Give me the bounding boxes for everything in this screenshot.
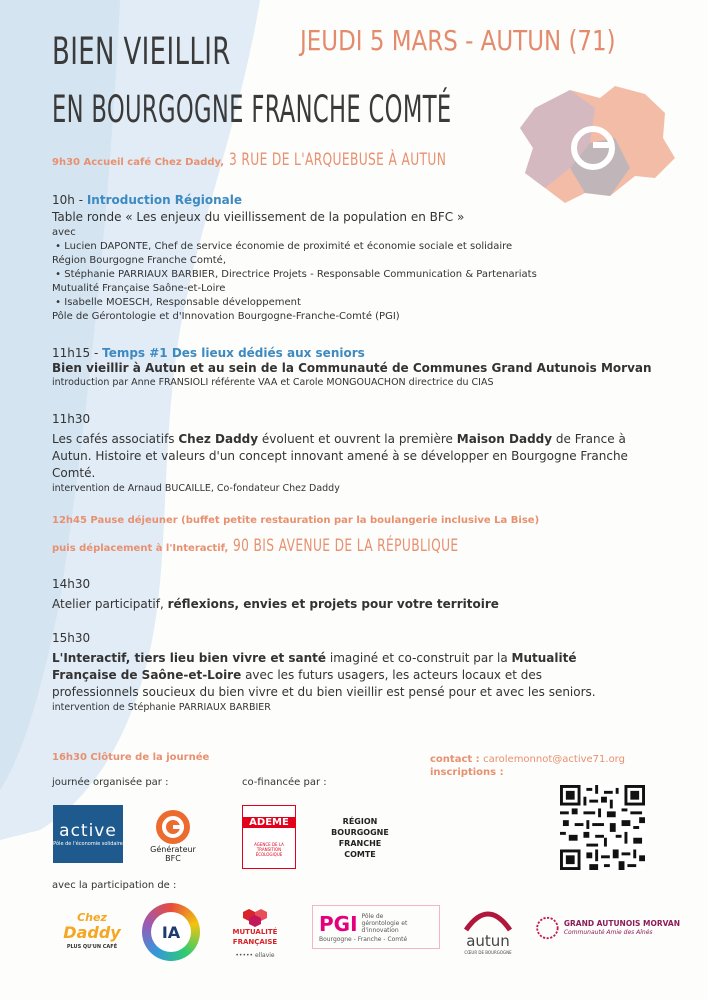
mutualite-sub: ••••• ellavie (235, 952, 275, 959)
slot-1430-text (52, 597, 652, 612)
contact-label: contact (430, 754, 473, 765)
pgi-logo (312, 905, 440, 949)
title-line2: EN BOURGOGNE FRANCHE COMTÉ (52, 88, 452, 131)
ia-text: IA (161, 922, 181, 942)
interactif-bold: L'Interactif, tiers lieu bien vivre et santé (52, 651, 327, 665)
slot-1130-p3: de France à Autun. Histoire et valeurs d'un concept innovant amené à se développer en Bourgogne Franche Comté. (52, 432, 628, 480)
region-l4: COMTE (344, 850, 376, 859)
lunch-move-label: puis déplacement à l'Interactif, (52, 543, 229, 554)
mutualite-francaise-logo (222, 905, 288, 965)
event-date: JEUDI 5 MARS - AUTUN (71) (300, 24, 616, 57)
gam-dotted-circle-icon (535, 911, 560, 945)
contact-line (430, 754, 625, 765)
slot-1430 (52, 577, 652, 612)
intro-section (52, 193, 672, 324)
autun-logo (458, 900, 518, 960)
welcome-line (52, 150, 531, 170)
speaker-role: , Directrice Projets - Responsable Communication & Partenariats (214, 269, 537, 280)
speaker-item: • Stéphanie PARRIAUX BARBIER, Directrice Projets - Responsable Communication & Partenariats (52, 269, 537, 280)
slot-1130-time: 11h30 (52, 412, 91, 426)
mutualite-l2: FRANÇAISE (232, 938, 278, 946)
gam-text (564, 919, 680, 937)
autun-arc-icon (463, 906, 513, 932)
cofinanced-by-label: co-financée par : (242, 777, 327, 788)
temps1-section (52, 346, 682, 390)
mutualite-l1: MUTUALITÉ (232, 928, 278, 936)
slot-1430-time: 14h30 (52, 577, 91, 591)
active-logo-name: active (59, 821, 117, 841)
maison-daddy-bold: Maison Daddy (456, 432, 553, 446)
temps1-subtitle: Bien vieillir à Autun et au sein de la Communauté de Communes Grand Autunois Morvan (52, 361, 652, 375)
slot-1130-p2: évoluent et ouvrent la première (258, 432, 457, 446)
contact-email-link[interactable]: carolemonnot@active71.org (483, 754, 625, 765)
mutualite-bold: Mutualité Française de Saône-et-Loire (52, 651, 577, 682)
speaker-name: Isabelle MOESCH (64, 297, 150, 308)
ademe-logo (242, 805, 296, 869)
pgi-sub: Bourgogne - Franche - Comté (319, 935, 408, 943)
temps1-title: Temps #1 Des lieux dédiés aux seniors (102, 346, 365, 360)
lunch-line2 (52, 536, 547, 556)
closing-line: 16h30 Clôture de la journée (52, 752, 210, 763)
region-l1: RÉGION (342, 817, 378, 826)
ademe-sub: AGENCE DE LA TRANSITION ÉCOLOGIQUE (254, 842, 284, 857)
welcome-address: 3 RUE DE L'ARQUEBUSE À AUTUN (229, 150, 447, 170)
intro-heading (52, 193, 672, 208)
slot-1530-p2: avec les futurs usagers, les acteurs locaux et des professionnels soucieux du bien vivre et du bien vieillir est pensé pour et avec les seniors. (52, 668, 596, 699)
speaker-org: Région Bourgogne Franche Comté, (52, 255, 227, 266)
lunch-address: 90 BIS AVENUE DE LA RÉPUBLIQUE (233, 536, 459, 556)
chezdaddy-l1: Chez (77, 910, 107, 924)
temps1-time: 11h15 - (52, 346, 103, 360)
slot-1130-text (52, 431, 642, 482)
welcome-label: 9h30 Accueil café Chez Daddy, (52, 157, 225, 168)
slot-1530 (52, 631, 632, 715)
title-line1: BIEN VIEILLIR (52, 30, 231, 73)
autun-name: autun (466, 931, 510, 950)
slot-1130-p1: Les cafés associatifs (52, 432, 179, 446)
pgi-name: PGI (319, 911, 358, 936)
chezdaddy-sub: PLUS QU'UN CAFÉ (66, 943, 118, 950)
organised-by-label: journée organisée par : (52, 777, 169, 788)
speaker-role: , Responsable développement (149, 297, 301, 308)
participation-label: avec la participation de : (52, 880, 177, 891)
region-l2: BOURGOGNE (331, 828, 389, 837)
speaker-item: • Isabelle MOESCH, Responsable développement (52, 297, 301, 308)
temps1-heading (52, 346, 682, 361)
intro-time: 10h - (52, 193, 87, 207)
slot-1430-bold: réflexions, envies et projets pour votre territoire (167, 597, 499, 611)
chez-daddy-logo (56, 902, 128, 962)
roundtable-title: Table ronde « Les enjeux du vieillissement de la population en BFC » (52, 210, 465, 224)
pgi-top (319, 912, 422, 936)
mutualite-hexagon-icon (243, 909, 267, 927)
generateur-name: Générateur (150, 845, 196, 854)
speaker-name: Stéphanie PARRIAUX BARBIER (64, 269, 215, 280)
region-l3: FRANCHE (338, 839, 382, 848)
slot-1130 (52, 412, 642, 496)
chez-daddy-bold: Chez Daddy (178, 432, 259, 446)
gam-l1: GRAND AUTUNOIS MORVAN (563, 918, 680, 928)
ia-logo (142, 903, 200, 961)
grand-autunois-morvan-logo (535, 905, 680, 950)
gam-l2: Communauté Amie des Aînés (563, 928, 653, 936)
generateur-sub: BFC (165, 854, 181, 863)
slot-1530-text (52, 650, 632, 701)
generateur-g-icon (155, 809, 191, 845)
intro-title: Introduction Régionale (86, 193, 243, 207)
generateur-bfc-logo (148, 805, 198, 867)
speaker-org: Pôle de Gérontologie et d'Innovation Bourgogne-Franche-Comté (PGI) (52, 311, 400, 322)
avec-label: avec (52, 227, 76, 238)
lunch-line1: 12h45 Pause déjeuner (buffet petite restauration par la boulangerie inclusive La Bise) (52, 515, 540, 526)
slot-1430-p1: Atelier participatif, (52, 597, 168, 611)
region-bfc-logo (325, 808, 395, 868)
speaker-list (52, 240, 672, 324)
active-logo-sub: Pôle de l'économie solidaire (53, 841, 123, 847)
chezdaddy-l2: Daddy (63, 922, 121, 942)
slot-1530-p1: imaginé et co-construit par la (326, 651, 512, 665)
contact-separator: : (472, 754, 484, 765)
slot-1530-note: intervention de Stéphanie PARRIAUX BARBIER (52, 702, 271, 713)
speaker-item: • Lucien DAPONTE, Chef de service économie de proximité et économie sociale et solidaire (52, 241, 513, 252)
ia-logo-inner (151, 912, 191, 952)
temps1-note: introduction par Anne FRANSIOLI référente VAA et Carole MONGOUACHON directrice du CIAS (52, 377, 494, 388)
speaker-name: Lucien DAPONTE (64, 241, 149, 252)
speaker-role: , Chef de service économie de proximité et économie sociale et solidaire (148, 241, 513, 252)
active-logo (53, 805, 123, 863)
speaker-org: Mutualité Française Saône-et-Loire (52, 283, 226, 294)
pgi-desc: Pôle de gérontologie et d'innovation (361, 913, 408, 934)
qr-code[interactable] (560, 785, 645, 870)
ademe-name: ADEME (243, 817, 295, 828)
slot-1130-note: intervention de Arnaud BUCAILLE, Co-fondateur Chez Daddy (52, 483, 340, 494)
autun-sub: CŒUR DE BOURGOGNE (464, 949, 512, 955)
slot-1530-time: 15h30 (52, 631, 91, 645)
inscriptions-label: inscriptions : (430, 767, 504, 778)
region-map-logo (515, 78, 685, 208)
